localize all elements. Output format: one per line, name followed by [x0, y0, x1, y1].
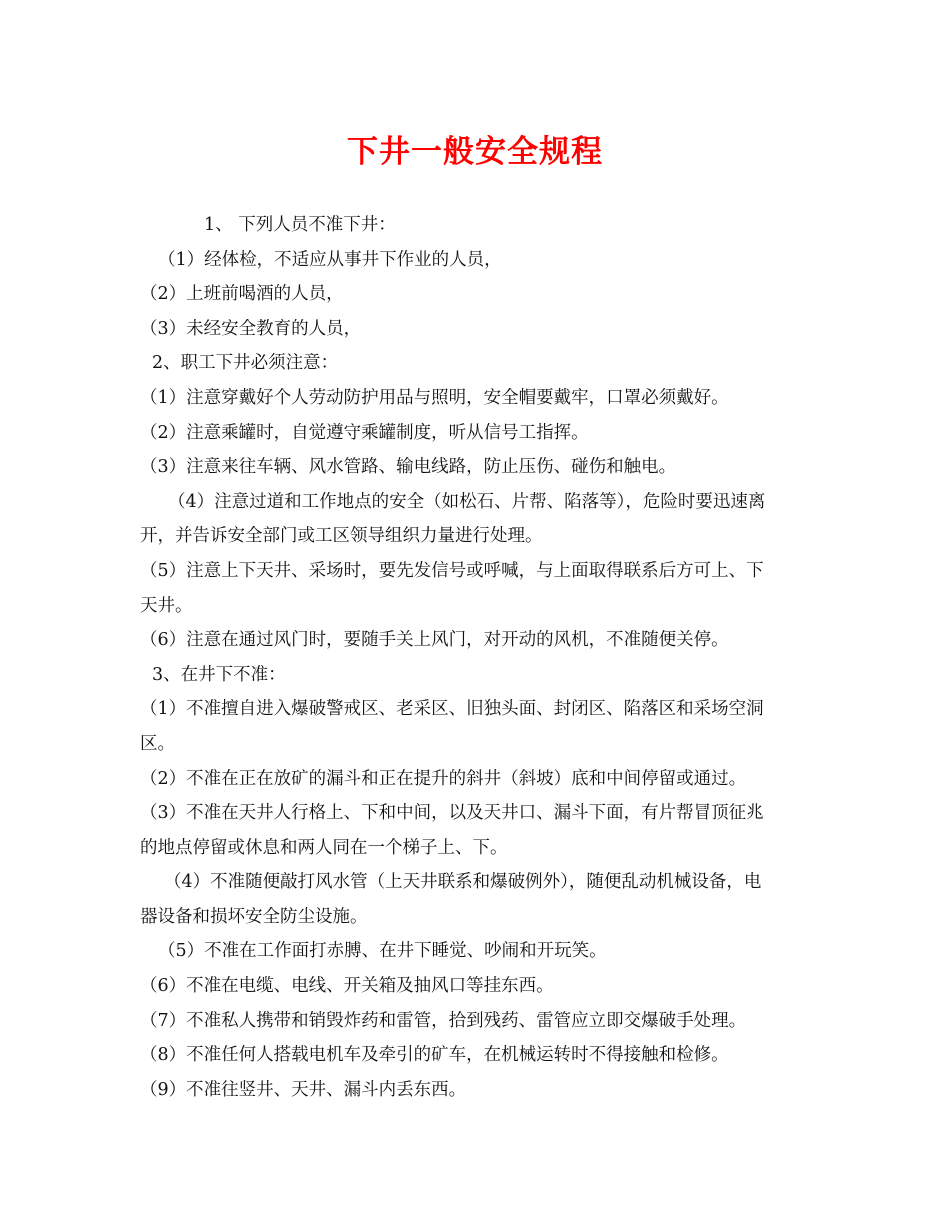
list-item: （3）不准在天井人行格上、下和中间，以及天井口、漏斗下面，有片帮冒顶征兆 [140, 803, 764, 824]
section-heading-1: 1、 下列人员不准下井： [204, 215, 396, 235]
list-item: （2）不准在正在放矿的漏斗和正在提升的斜井（斜坡）底和中间停留或通过。 [140, 768, 747, 789]
list-item-continuation: 的地点停留或休息和两人同在一个梯子上、下。 [140, 837, 508, 858]
list-item-continuation: 器设备和损坏安全防尘设施。 [140, 906, 368, 927]
list-item: （7）不准私人携带和销毁炸药和雷管，拾到残药、雷管应立即交爆破手处理。 [140, 1010, 747, 1031]
list-item: （2）上班前喝酒的人员， [140, 284, 344, 305]
list-item: （1）注意穿戴好个人劳动防护用品与照明，安全帽要戴牢，口罩必须戴好。 [140, 387, 729, 408]
list-item-continuation: 天井。 [140, 595, 193, 616]
list-item: （8）不准任何人搭载电机车及牵引的矿车，在机械运转时不得接触和检修。 [140, 1045, 729, 1066]
list-item: （6）不准在电缆、电线、开关箱及抽风口等挂东西。 [140, 976, 554, 997]
document-body [140, 208, 815, 1107]
list-item: （5）注意上下天井、采场时，要先发信号或呼喊，与上面取得联系后方可上、下 [140, 560, 764, 581]
list-item: （2）注意乘罐时，自觉遵守乘罐制度，听从信号工指挥。 [140, 422, 589, 443]
list-item: （9）不准往竖井、天井、漏斗内丢东西。 [140, 1079, 467, 1100]
list-item: （3）注意来往车辆、风水管路、输电线路，防止压伤、碰伤和触电。 [140, 457, 677, 478]
section-heading-2: 2、职工下井必须注意： [152, 353, 339, 374]
list-item: （5）不准在工作面打赤膊、在井下睡觉、吵闹和开玩笑。 [158, 941, 607, 962]
list-item: （4）注意过道和工作地点的安全（如松石、片帮、陷落等），危险时要迅速离 [168, 491, 766, 512]
list-item: （3）未经安全教育的人员， [140, 318, 362, 339]
list-item-continuation: 区。 [140, 733, 175, 754]
list-item: （1）经体检，不适应从事井下作业的人员， [158, 249, 502, 270]
list-item: （6）注意在通过风门时，要随手关上风门，对开动的风机，不准随便关停。 [140, 630, 729, 651]
list-item: （1）不准擅自进入爆破警戒区、老采区、旧独头面、封闭区、陷落区和采场空洞 [140, 699, 764, 720]
section-heading-3: 3、在井下不准： [152, 664, 286, 685]
document-title: 下井一般安全规程 [347, 134, 603, 170]
list-item: （4）不准随便敲打风水管（上天井联系和爆破例外），随便乱动机械设备，电 [164, 872, 762, 893]
list-item-continuation: 开，并告诉安全部门或工区领导组织力量进行处理。 [140, 526, 543, 547]
